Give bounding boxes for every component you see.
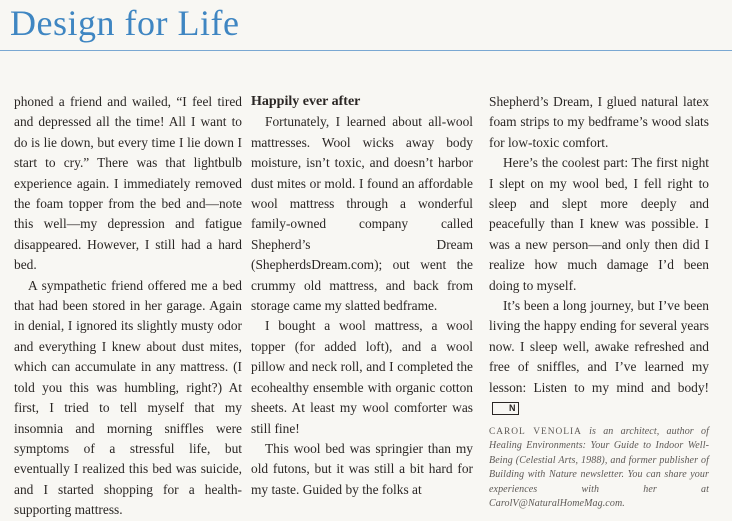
column-3 xyxy=(489,92,709,512)
paragraph: Fortunately, I learned about all-wool mattresses. Wool wicks away body moisture, isn’t toxic, and doesn’t harbor dust mites or mold. I found an affordable wool mattress through a wonderful family-owned company called Shepherd’s Dream (ShepherdsDream.com); out went the crummy old mattress, and back from storage came my slatted bedframe. xyxy=(251,114,473,314)
paragraph: Here’s the coolest part: The first night I slept on my wool bed, I fell right to sleep and slept more deeply and peacefully than I knew was possible. I was a new person—and only then did I realize how much damage I’d been doing to myself. xyxy=(489,155,709,293)
paragraph xyxy=(489,296,709,418)
title-divider xyxy=(0,50,732,51)
end-of-article-mark: N xyxy=(492,402,519,415)
paragraph: A sympathetic friend offered me a bed that had been stored in her garage. Again in denial, I ignored its slightly musty odor and everything I knew about dust mites, which can accumulate in any mattress. (I told you this was humbling, right?) At first, I tried to tell myself that my insomnia and morning sniffles were symptoms of a stressful life, but eventually I realized this bed was suicide, and I started shopping for a health-supporting mattress. xyxy=(14,277,242,518)
column-1 xyxy=(14,92,242,521)
author-name: CAROL VENOLIA xyxy=(489,426,582,437)
bio-text: , and former publisher of Building with Nature newsletter. You can share your experiences with her at CarolV@NaturalHomeMag.com. xyxy=(489,454,709,509)
section-heading: Happily ever after xyxy=(251,94,361,109)
paragraph: This wool bed was springier than my old futons, but it was still a bit hard for my taste. Guided by the folks at xyxy=(251,440,473,497)
paragraph: Shepherd’s Dream, I glued natural latex foam strips to my bedframe’s wood slats for low-toxic comfort. xyxy=(489,94,709,150)
bio-book-info: (Celestial Arts, 1988) xyxy=(515,454,605,466)
column-2 xyxy=(251,92,473,500)
paragraph: phoned a friend and wailed, “I feel tired and depressed all the time! All I want to do is lie down, but every time I lie down I start to cry.” There was that lightbulb experience again. I immediately removed the foam topper from the bed and—note this well—my depression and fatigue disappeared. However, I still had a hard bed. xyxy=(14,94,242,273)
page-title: Design for Life xyxy=(10,3,240,43)
paragraph: I bought a wool mattress, a wool topper (for added loft), and a wool pillow and neck roll, and I completed the ecohealthy ensemble with organic cotton sheets. At least my wool comforter was still fine! xyxy=(251,318,473,436)
paragraph-text: It’s been a long journey, but I’ve been living the happy ending for several years now. I sleep well, awake refreshed and free of sniffles, and I’ve learned my lesson: Listen to my mind and body! xyxy=(489,298,709,395)
bio-text: is an architect, author of Healing Environments: Your Guide to Indoor Well-Being xyxy=(489,425,709,466)
author-bio xyxy=(489,425,709,512)
